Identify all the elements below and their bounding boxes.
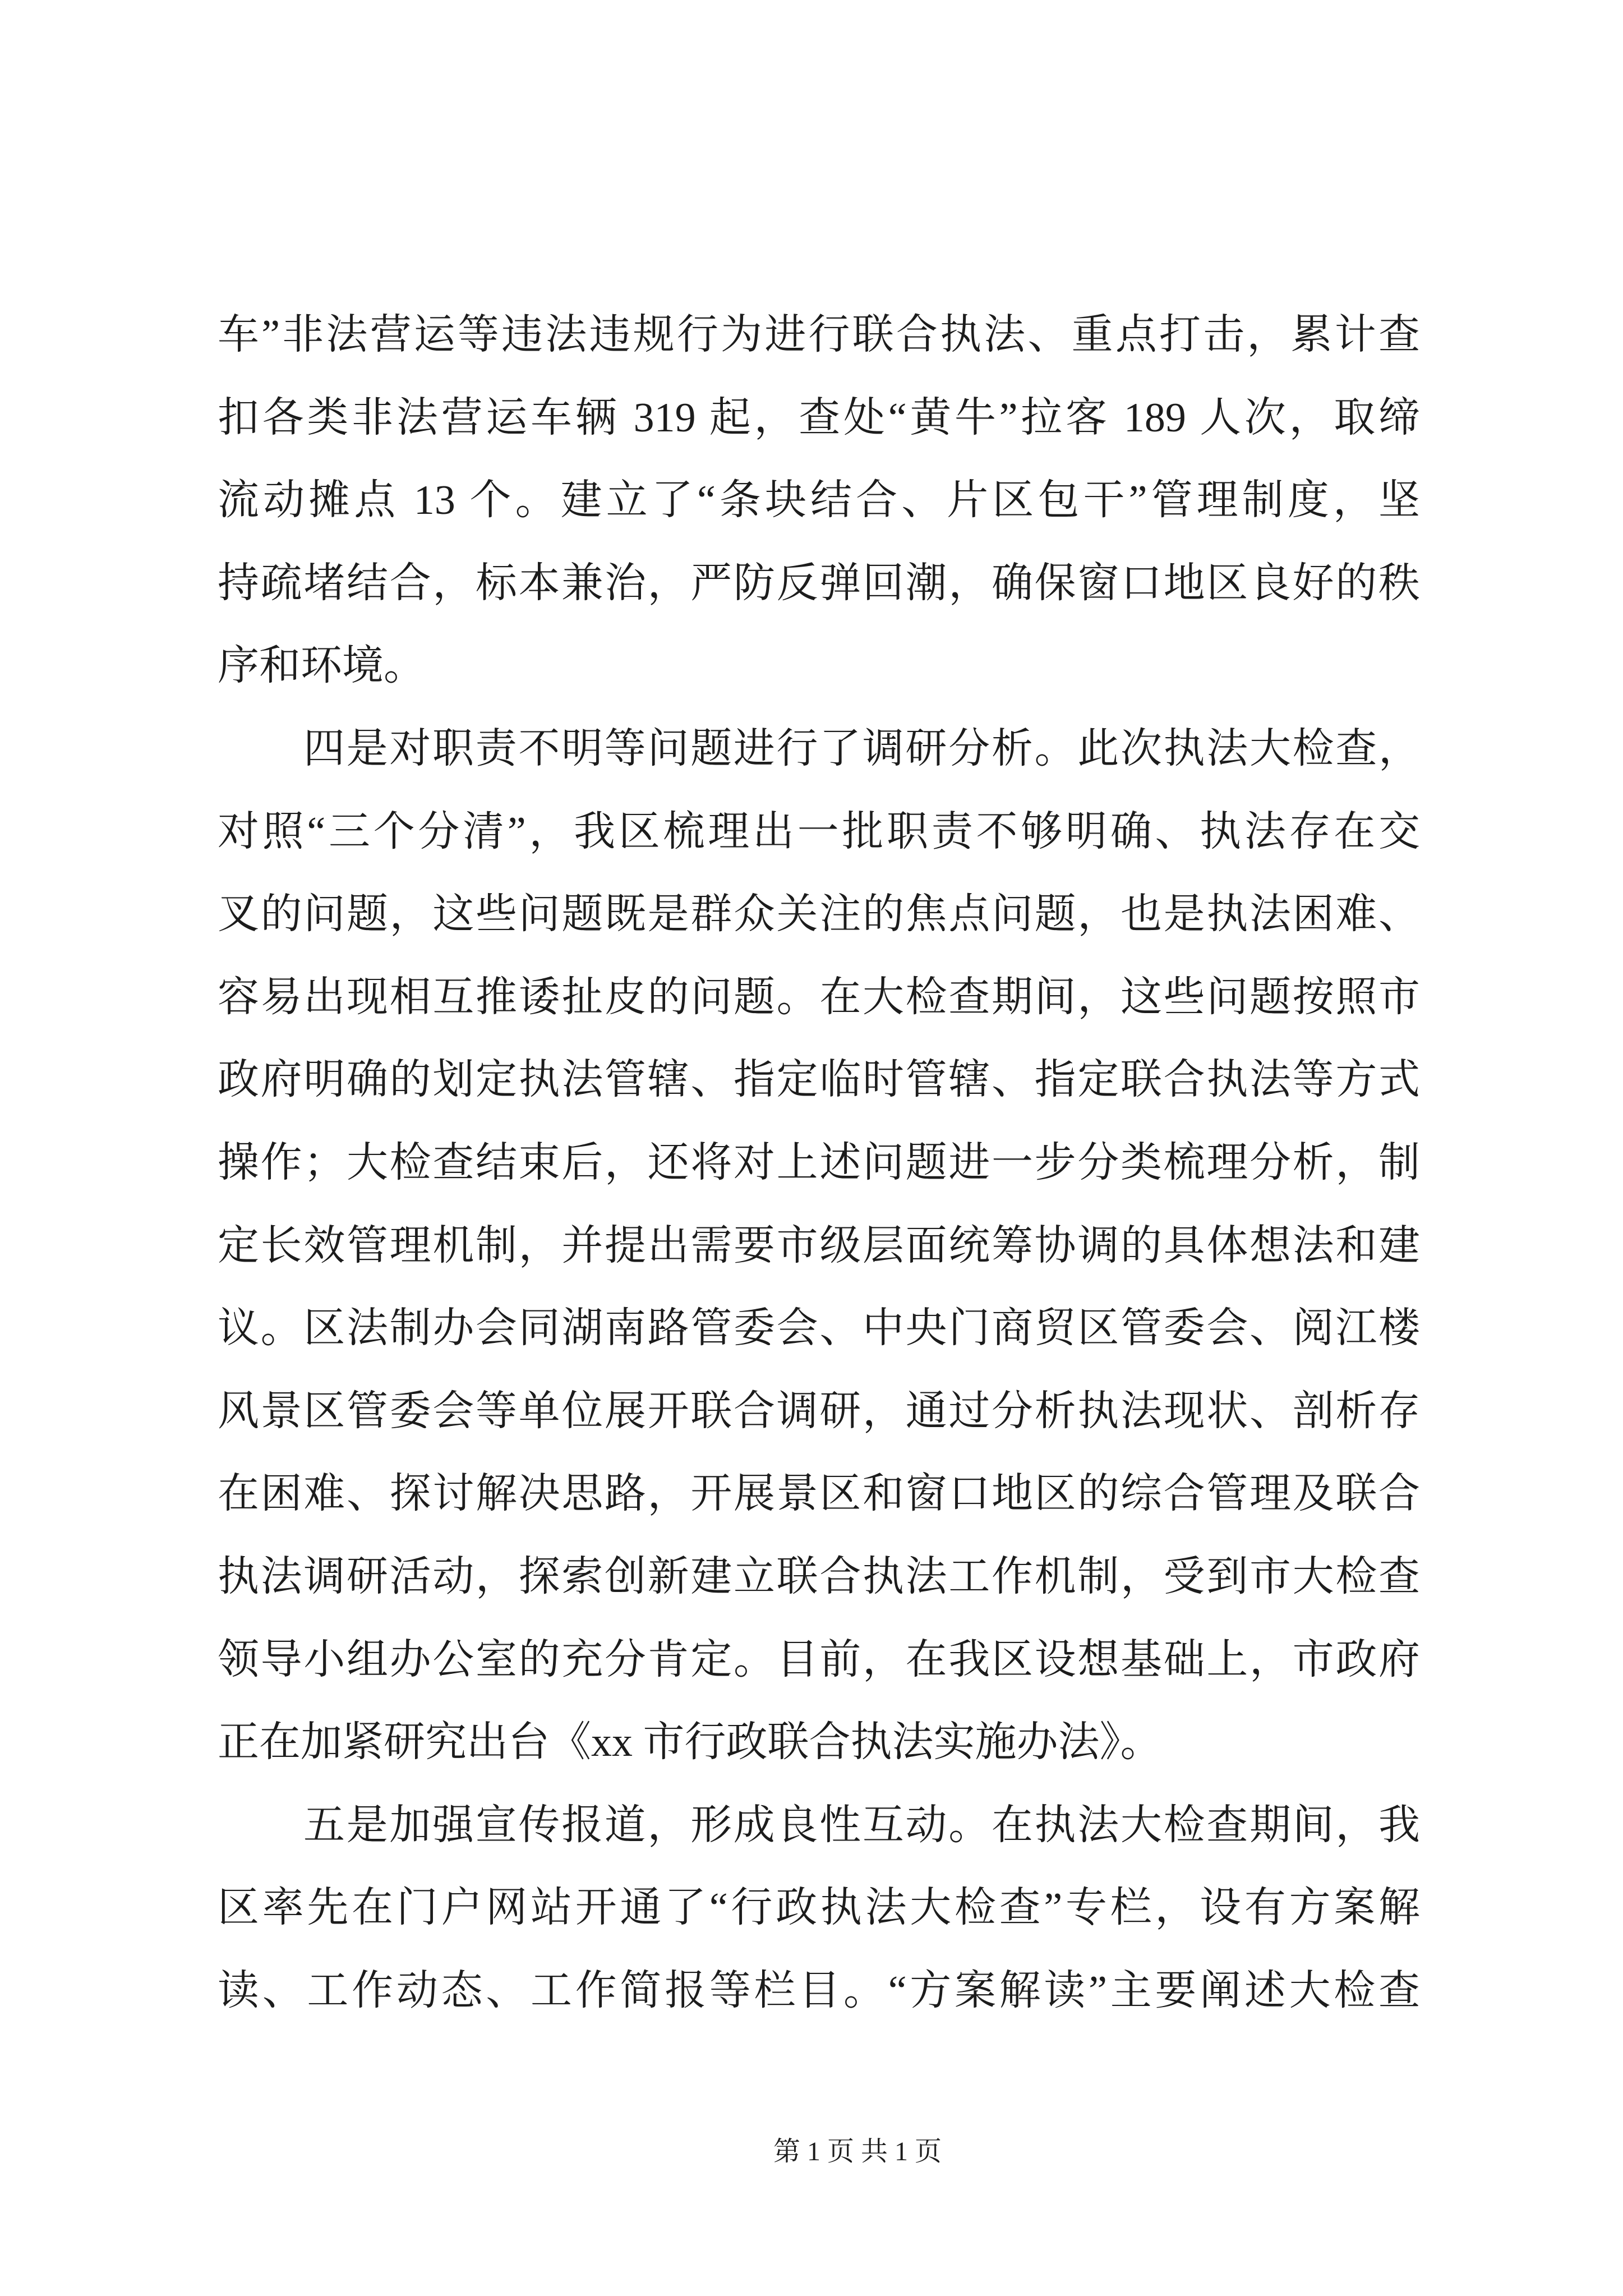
text-line: 读、工作动态、工作简报等栏目。“方案解读”主要阐述大检查	[218, 1967, 1420, 2014]
text-line: 四是对职责不明等问题进行了调研分析。此次执法大检查，	[303, 725, 1420, 772]
text-line: 在困难、探讨解决思路，开展景区和窗口地区的综合管理及联合	[218, 1471, 1420, 1517]
text-line: 车”非法营运等违法违规行为进行联合执法、重点打击，累计查	[218, 312, 1420, 358]
text-line: 五是加强宣传报道，形成良性互动。在执法大检查期间，我	[303, 1802, 1420, 1848]
text-line: 风景区管委会等单位展开联合调研，通过分析执法现状、剖析存	[218, 1388, 1420, 1434]
text-line: 议。区法制办会同湖南路管委会、中央门商贸区管委会、阅江楼	[218, 1305, 1420, 1352]
text-line: 序和环境。	[218, 643, 425, 689]
text-line: 对照“三个分清”，我区梳理出一批职责不够明确、执法存在交	[218, 808, 1420, 855]
paragraph	[218, 294, 1420, 708]
paragraph	[218, 708, 1420, 1784]
text-line: 叉的问题，这些问题既是群众关注的焦点问题，也是执法困难、	[218, 891, 1420, 938]
text-line: 扣各类非法营运车辆 319 起，查处“黄牛”拉客 189 人次，取缔	[218, 394, 1420, 441]
text-line: 政府明确的划定执法管辖、指定临时管辖、指定联合执法等方式	[218, 1057, 1420, 1103]
document-body	[218, 294, 1420, 2032]
text-line: 持疏堵结合，标本兼治，严防反弹回潮，确保窗口地区良好的秩	[218, 560, 1420, 606]
text-line: 流动摊点 13 个。建立了“条块结合、片区包干”管理制度，坚	[218, 477, 1420, 524]
paragraph	[218, 1784, 1420, 2033]
page-footer: 第 1 页 共 1 页	[773, 2137, 942, 2166]
text-line: 容易出现相互推诿扯皮的问题。在大检查期间，这些问题按照市	[218, 974, 1420, 1020]
text-line: 操作；大检查结束后，还将对上述问题进一步分类梳理分析，制	[218, 1139, 1420, 1186]
text-line: 正在加紧研究出台《xx 市行政联合执法实施办法》。	[218, 1719, 1162, 1766]
text-line: 执法调研活动，探索创新建立联合执法工作机制，受到市大检查	[218, 1553, 1420, 1600]
text-line: 区率先在门户网站开通了“行政执法大检查”专栏，设有方案解	[218, 1885, 1420, 1931]
text-line: 定长效管理机制，并提出需要市级层面统筹协调的具体想法和建	[218, 1222, 1420, 1269]
text-line: 领导小组办公室的充分肯定。目前，在我区设想基础上，市政府	[218, 1636, 1420, 1683]
